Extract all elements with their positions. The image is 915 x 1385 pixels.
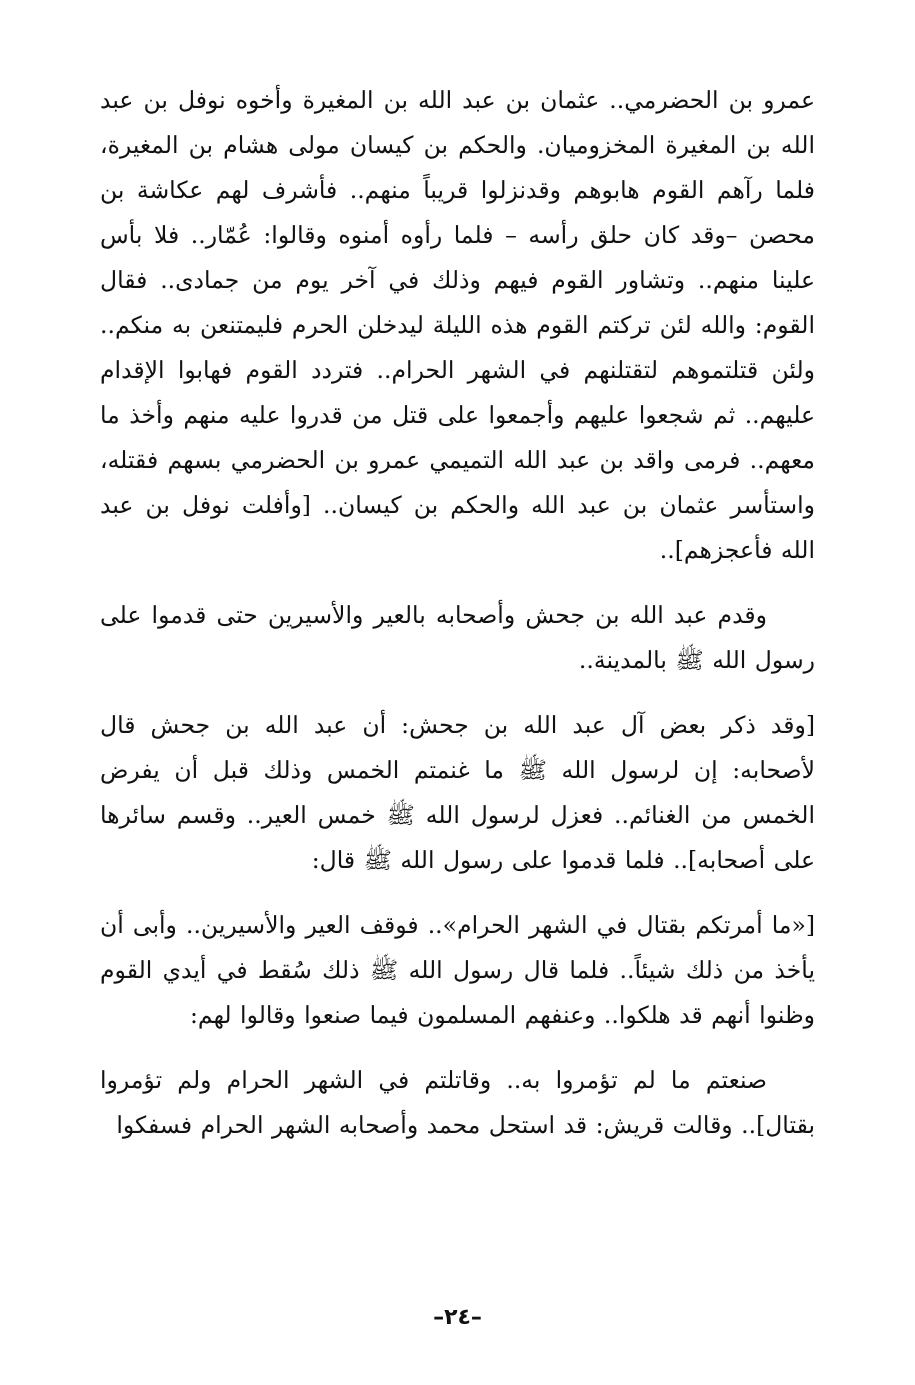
paragraph-2: وقدم عبد الله بن جحش وأصحابه بالعير والأسيرين حتى قدموا على رسول الله ﷺ بالمدينة.. <box>100 601 815 674</box>
page-number: –٢٤– <box>433 1305 482 1330</box>
paragraph-3: [وقد ذكر بعض آل عبد الله بن جحش: أن عبد الله بن جحش قال لأصحابه: إن لرسول الله ﷺ ما غنمتم الخمس وذلك قبل أن يفرض الخمس من الغنائم.. فعزل لرسول الله ﷺ خمس العير.. وقسم سائرها على أصحابه].. فلما قدموا على رسول الله ﷺ قال: <box>100 711 815 874</box>
paragraph-5: صنعتم ما لم تؤمروا به.. وقاتلتم في الشهر الحرام ولم تؤمروا بقتال].. وقالت قريش: قد استحل محمد وأصحابه الشهر الحرام فسفكوا <box>100 1066 815 1139</box>
page-body <box>100 78 815 1148</box>
paragraph-4: [«ما أمرتكم بقتال في الشهر الحرام».. فوقف العير والأسيرين.. وأبى أن يأخذ من ذلك شيئاً.. فلما قال رسول الله ﷺ ذلك سُقط في أيدي القوم وظنوا أنهم قد هلكوا.. وعنفهم المسلمون فيما صنعوا وقالوا لهم: <box>100 911 815 1029</box>
paragraph-1: عمرو بن الحضرمي.. عثمان بن عبد الله بن المغيرة وأخوه نوفل بن عبد الله بن المغيرة المخزوميان. والحكم بن كيسان مولى هشام بن المغيرة، فلما رآهم القوم هابوهم وقدنزلوا قريباً منهم.. فأشرف لهم عكاشة بن محصن –وقد كان حلق رأسه – فلما رأوه أمنوه وقالوا: عُمّار.. فلا بأس علينا منهم.. وتشاور القوم فيهم وذلك في آخر يوم من جمادى.. فقال القوم: والله لئن تركتم القوم هذه الليلة ليدخلن الحرم فليمتنعن به منكم.. ولئن قتلتموهم لتقتلنهم في الشهر الحرام.. فتردد القوم فهابوا الإقدام عليهم.. ثم شجعوا عليهم وأجمعوا على قتل من قدروا عليه منهم وأخذ ما معهم.. فرمى واقد بن عبد الله التميمي عمرو بن الحضرمي بسهم فقتله، واستأسر عثمان بن عبد الله والحكم بن كيسان.. [وأفلت نوفل بن عبد الله فأعجزهم].. <box>100 86 815 564</box>
